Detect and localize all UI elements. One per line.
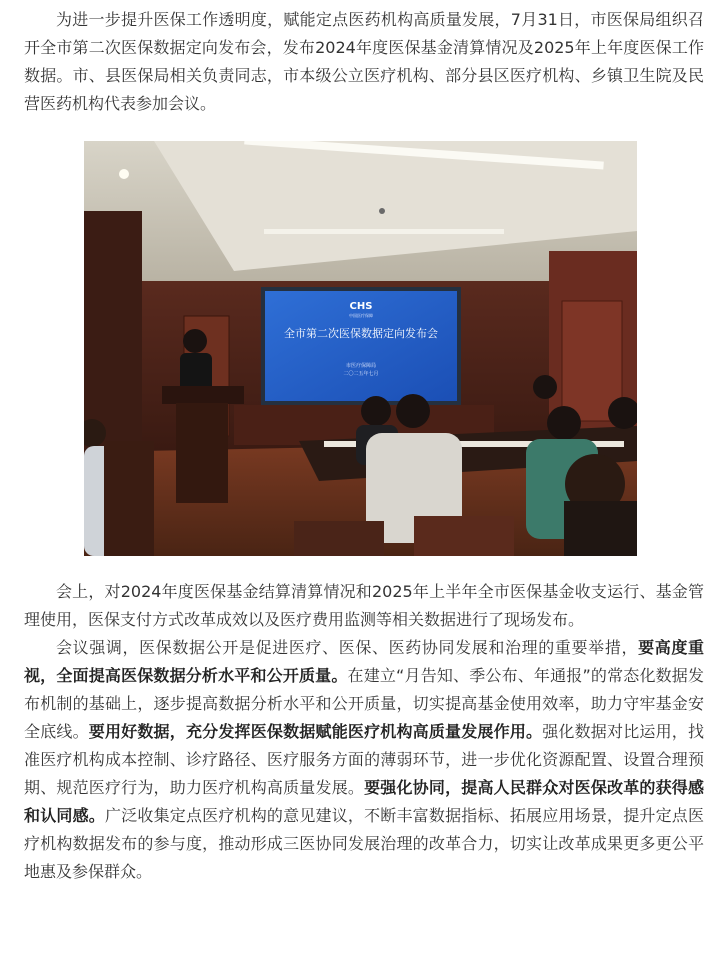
p3-bold-segment: 要强化协同，提高人民群众对医保改革的获得感和认同感。	[24, 778, 704, 825]
p3-segment: 强化数据对比运用，找准医疗机构成本控制、诊疗路径、医疗服务方面的薄弱环节，进一步优化资源配置、设置合理预期、规范医疗行为，助力医疗机构高质量发展。	[24, 722, 704, 797]
emphasis-paragraph	[24, 634, 704, 886]
screen-logo-sub: 中国医疗保障	[349, 313, 373, 318]
p3-segment: 广泛收集定点医疗机构的意见建议，不断丰富数据指标、拓展应用场景，提升定点医疗机构数据发布的参与度，推动形成三医协同发展治理的改革合力，切实让改革成果更多更公平地惠及参保群众。	[24, 806, 704, 881]
meeting-photo	[84, 141, 637, 556]
intro-paragraph: 为进一步提升医保工作透明度，赋能定点医药机构高质量发展，7月31日，市医保局组织召开全市第二次医保数据定向发布会，发布2024年度医保基金清算情况及2025年上年度医保工作数据。市、县医保局相关负责同志，市本级公立医疗机构、部分县区医疗机构、乡镇卫生院及民营医药机构代表参加会议。	[24, 10, 704, 113]
p3-segment: 在建立“月告知、季公布、年通报”的常态化数据发布机制的基础上，逐步提高数据分析水平和公开质量，切实提高基金使用效率，助力守牢基金安全底线。	[24, 666, 704, 741]
p3-bold-segment: 要用好数据，充分发挥医保数据赋能医疗机构高质量发展作用。	[88, 722, 543, 741]
screen-org: 市医疗保障局	[345, 363, 377, 369]
p3-bold-segment: 要高度重视，全面提高医保数据分析水平和公开质量。	[24, 638, 704, 685]
summary-paragraph: 会上，对2024年度医保基金结算清算情况和2025年上半年全市医保基金收支运行、基金管理使用，医保支付方式改革成效以及医疗费用监测等相关数据进行了现场发布。	[24, 582, 704, 629]
screen-date: 二〇二五年七月	[343, 371, 379, 377]
screen-title: 全市第二次医保数据定向发布会	[284, 327, 438, 340]
screen-logo: CHS	[349, 301, 373, 312]
p3-segment: 会议强调，医保数据公开是促进医疗、医保、医药协同发展和治理的重要举措，	[56, 638, 639, 657]
